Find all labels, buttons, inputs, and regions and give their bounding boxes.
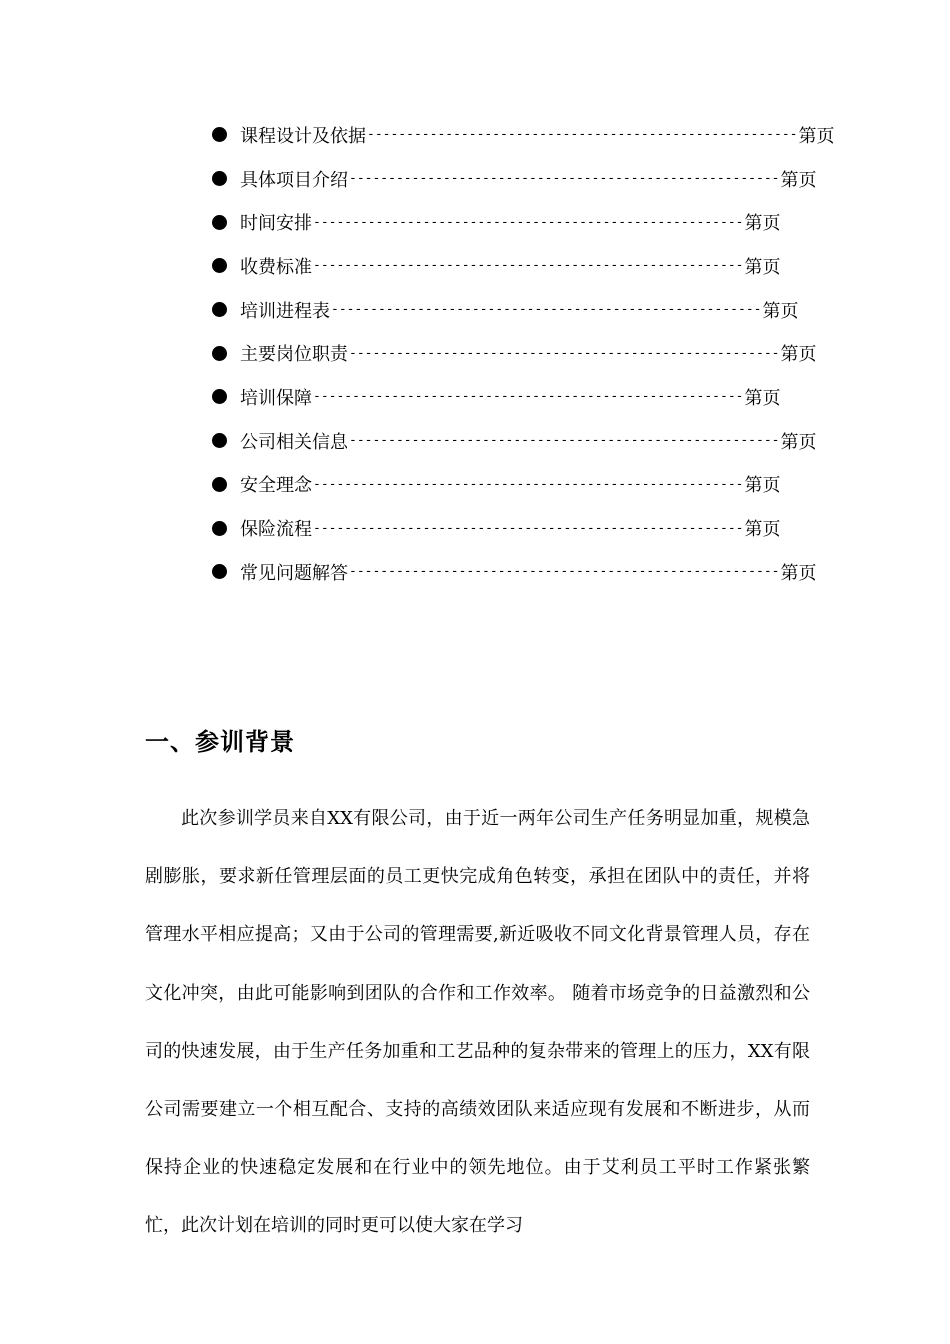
bullet-icon <box>212 564 227 579</box>
bullet-icon <box>212 477 227 492</box>
toc-leader: ------------------------------------------------------- <box>313 258 744 274</box>
toc-page-ref: 第页 <box>780 344 817 366</box>
toc-page-ref: 第页 <box>744 475 781 497</box>
toc-page-ref: 第页 <box>780 169 817 191</box>
toc-item <box>212 419 817 463</box>
bullet-icon <box>212 171 227 186</box>
toc-page-ref: 第页 <box>744 519 781 541</box>
section-heading: 一、参训背景 <box>145 728 295 756</box>
toc-item <box>212 244 781 288</box>
toc-item-label: 公司相关信息 <box>240 431 348 453</box>
bullet-icon <box>212 389 227 404</box>
bullet-icon <box>212 346 227 361</box>
toc-leader: ------------------------------------------------------- <box>313 476 744 492</box>
toc-item <box>212 288 799 332</box>
bullet-icon <box>212 433 227 448</box>
toc-leader: ------------------------------------------------------- <box>367 127 798 143</box>
toc-item-label: 具体项目介绍 <box>240 169 348 191</box>
toc-leader: ------------------------------------------------------- <box>313 389 744 405</box>
toc-leader: ------------------------------------------------------- <box>349 433 780 449</box>
toc-leader: ------------------------------------------------------- <box>349 564 780 580</box>
toc-item <box>212 463 781 507</box>
toc-page-ref: 第页 <box>762 300 799 322</box>
toc-item-label: 培训保障 <box>240 387 312 409</box>
toc-item-label: 收费标准 <box>240 256 312 278</box>
toc-item-label: 课程设计及依据 <box>240 125 366 147</box>
toc-item <box>212 550 817 594</box>
toc-item <box>212 113 835 157</box>
toc-item-label: 安全理念 <box>240 475 312 497</box>
toc-page-ref: 第页 <box>780 562 817 584</box>
toc-page-ref: 第页 <box>744 387 781 409</box>
toc-page-ref: 第页 <box>798 125 835 147</box>
toc-item-label: 保险流程 <box>240 519 312 541</box>
bullet-icon <box>212 258 227 273</box>
toc-item <box>212 331 817 375</box>
toc-leader: ------------------------------------------------------- <box>313 214 744 230</box>
toc-page-ref: 第页 <box>744 213 781 235</box>
toc-page-ref: 第页 <box>780 431 817 453</box>
toc-item-label: 培训进程表 <box>240 300 330 322</box>
bullet-icon <box>212 215 227 230</box>
toc-item <box>212 375 781 419</box>
toc-item-label: 主要岗位职责 <box>240 344 348 366</box>
toc-leader: ------------------------------------------------------- <box>313 520 744 536</box>
toc-item <box>212 200 781 244</box>
toc-item <box>212 506 781 550</box>
toc-leader: ------------------------------------------------------- <box>349 171 780 187</box>
toc-item <box>212 157 817 201</box>
body-paragraph: 此次参训学员来自XX有限公司，由于近一两年公司生产任务明显加重，规模急剧膨胀，要求新任管理层面的员工更快完成角色转变，承担在团队中的责任，并将管理水平相应提高；又由于公司的管理需要,新近吸收不同文化背景管理人员，存在文化冲突，由此可能影响到团队的合作和工作效率。 随着市场竞争的日益激烈和公司的快速发展，由于生产任务加重和工艺品种的复杂带来的管理上的压力，XX有限公司需要建立一个相互配合、支持的高绩效团队来适应现有发展和不断进步，从而保持企业的快速稳定发展和在行业中的领先地位。由于艾利员工平时工作紧张繁忙，此次计划在培训的同时更可以使大家在学习 <box>145 808 810 1237</box>
toc-leader: ------------------------------------------------------- <box>331 302 762 318</box>
toc-item-label: 时间安排 <box>240 213 312 235</box>
toc-leader: ------------------------------------------------------- <box>349 345 780 361</box>
table-of-contents <box>212 113 835 594</box>
toc-page-ref: 第页 <box>744 256 781 278</box>
bullet-icon <box>212 521 227 536</box>
bullet-icon <box>212 302 227 317</box>
toc-item-label: 常见问题解答 <box>240 562 348 584</box>
bullet-icon <box>212 127 227 142</box>
